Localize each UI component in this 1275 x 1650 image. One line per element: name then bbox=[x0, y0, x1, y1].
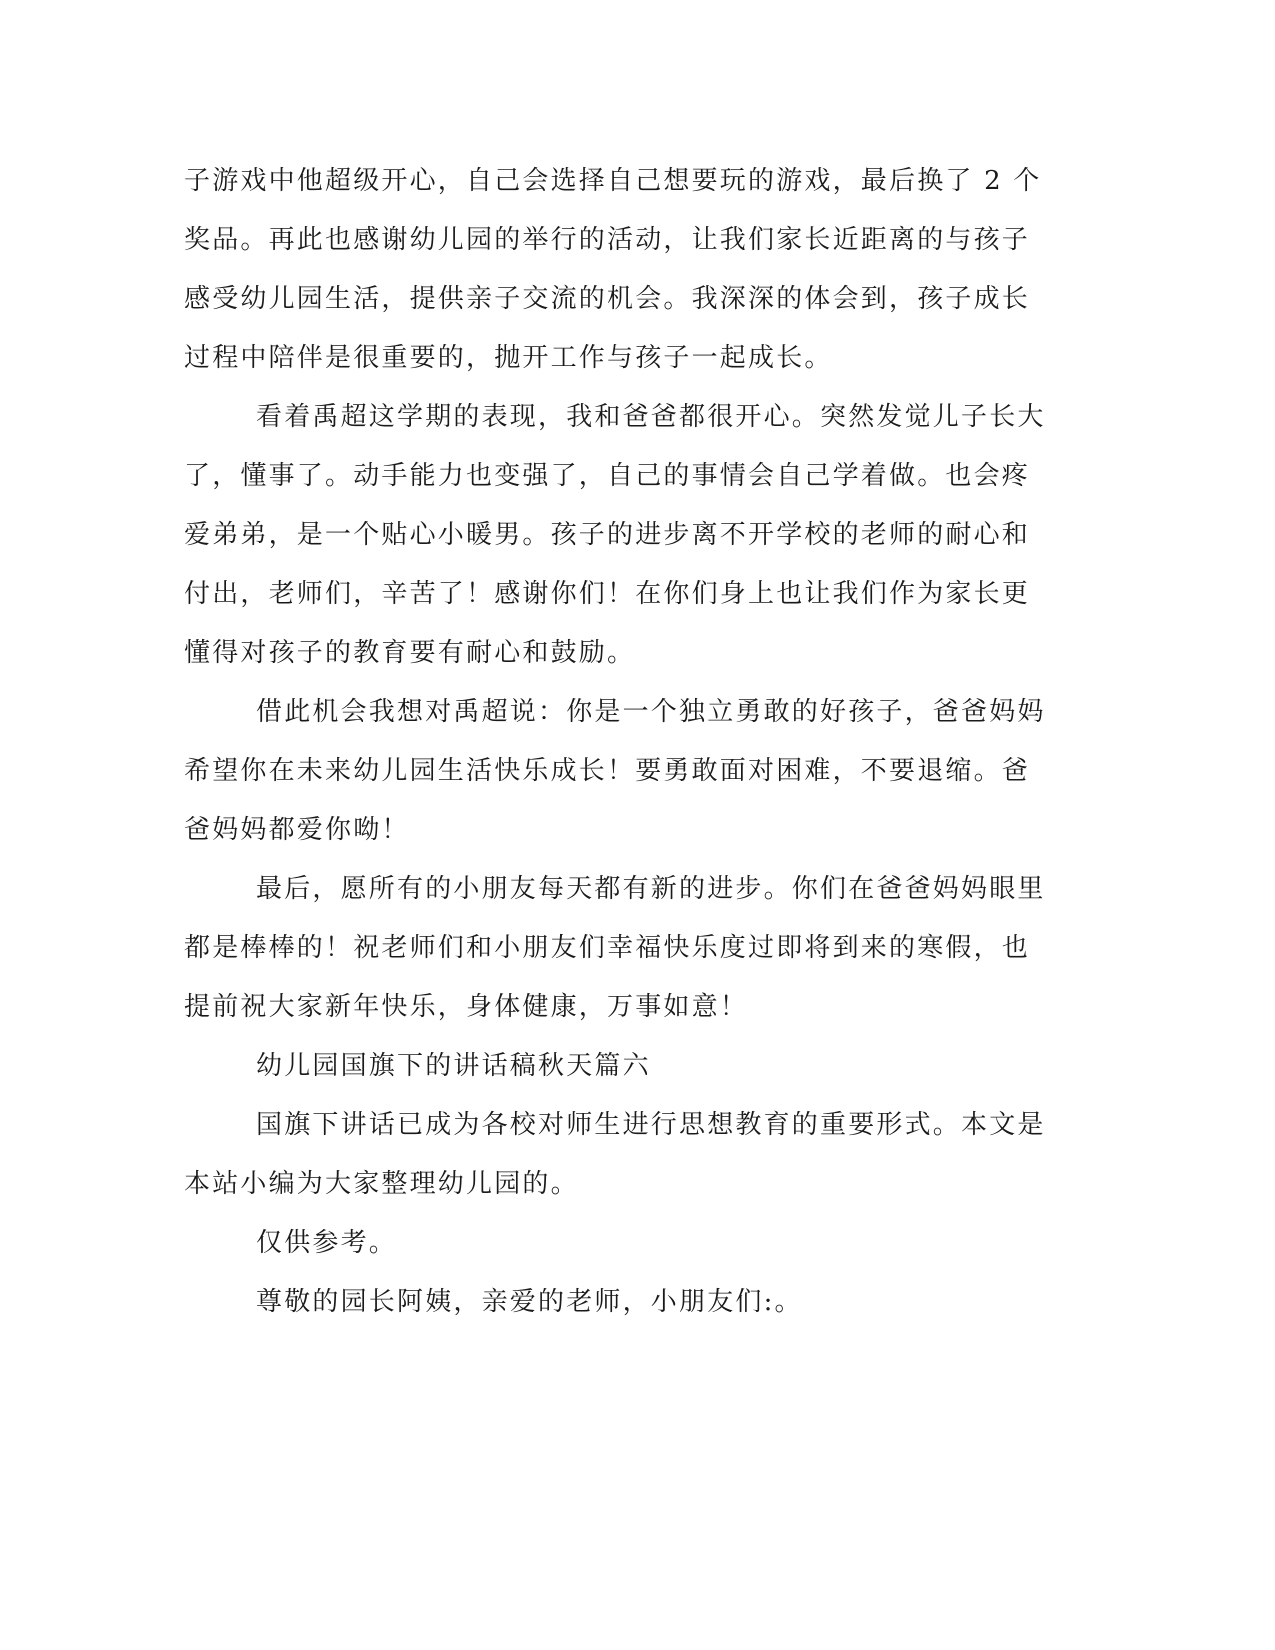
text-line: 子游戏中他超级开心，自己会选择自己想要玩的游戏，最后换了 2 个 bbox=[184, 166, 1042, 196]
text-line: 付出，老师们，辛苦了！感谢你们！在你们身上也让我们作为家长更 bbox=[184, 579, 1031, 609]
paragraph-first-line: 国旗下讲话已成为各校对师生进行思想教育的重要形式。本文是 bbox=[256, 1110, 1046, 1140]
paragraph-first-line: 仅供参考。 bbox=[256, 1228, 398, 1258]
text-line: 了，懂事了。动手能力也变强了，自己的事情会自己学着做。也会疼 bbox=[184, 461, 1031, 491]
paragraph-first-line: 看着禹超这学期的表现，我和爸爸都很开心。突然发觉儿子长大 bbox=[256, 402, 1046, 432]
text-line: 懂得对孩子的教育要有耐心和鼓励。 bbox=[184, 638, 636, 668]
text-line: 爱弟弟，是一个贴心小暖男。孩子的进步离不开学校的老师的耐心和 bbox=[184, 520, 1031, 550]
text-line: 本站小编为大家整理幼儿园的。 bbox=[184, 1169, 579, 1199]
text-line: 爸妈妈都爱你呦！ bbox=[184, 815, 410, 845]
paragraph-first-line: 借此机会我想对禹超说：你是一个独立勇敢的好孩子，爸爸妈妈 bbox=[256, 697, 1046, 727]
text-line: 奖品。再此也感谢幼儿园的举行的活动，让我们家长近距离的与孩子 bbox=[184, 225, 1031, 255]
text-line: 希望你在未来幼儿园生活快乐成长！要勇敢面对困难，不要退缩。爸 bbox=[184, 756, 1031, 786]
text-line: 感受幼儿园生活，提供亲子交流的机会。我深深的体会到，孩子成长 bbox=[184, 284, 1031, 314]
salutation-line: 尊敬的园长阿姨，亲爱的老师，小朋友们:。 bbox=[256, 1287, 803, 1317]
text-line: 都是棒棒的！祝老师们和小朋友们幸福快乐度过即将到来的寒假，也 bbox=[184, 933, 1031, 963]
text-line: 提前祝大家新年快乐，身体健康，万事如意！ bbox=[184, 992, 749, 1022]
text-line: 过程中陪伴是很重要的，抛开工作与孩子一起成长。 bbox=[184, 343, 833, 373]
paragraph-first-line: 最后，愿所有的小朋友每天都有新的进步。你们在爸爸妈妈眼里 bbox=[256, 874, 1046, 904]
section-heading: 幼儿园国旗下的讲话稿秋天篇六 bbox=[256, 1051, 651, 1081]
